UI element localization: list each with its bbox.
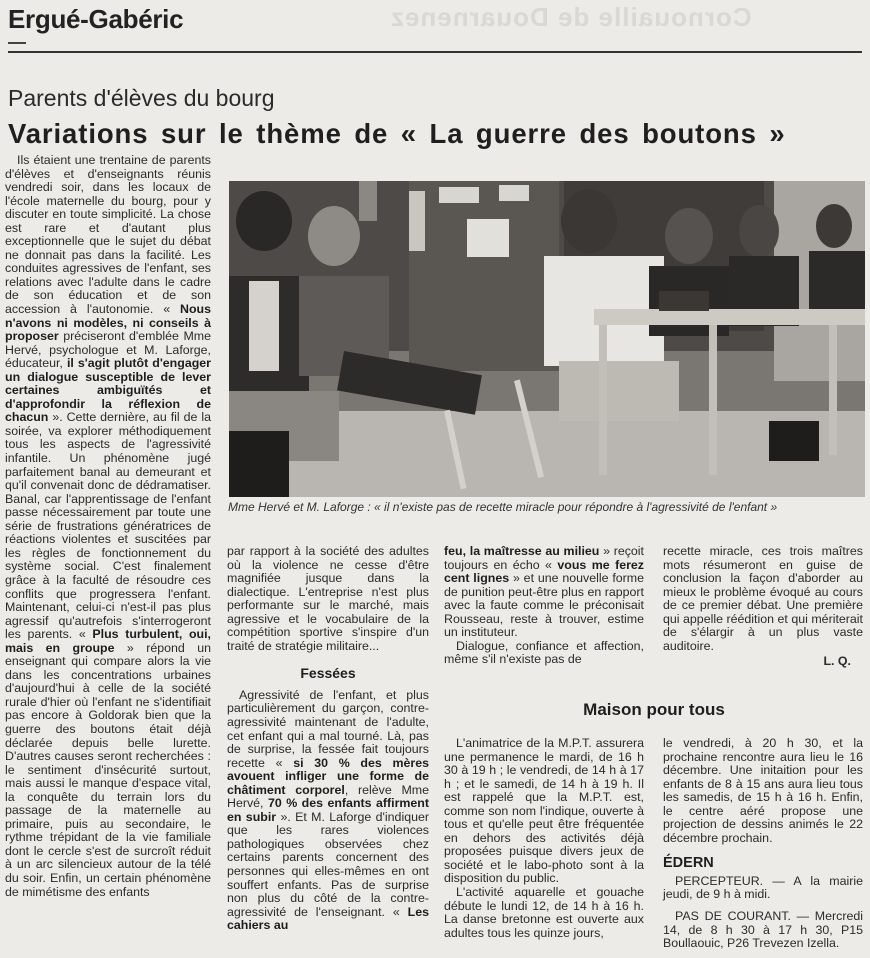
mpt-column-1 [444, 737, 644, 940]
article-paragraph: feu, la maîtresse au milieu » reçoit toujours en écho « vous me ferez cent lignes » et une nouvelle forme de punition peut-être plus en rapport avec la faute comme le préconisait Rousseau, reste à trouver, estime un instituteur. [444, 544, 645, 640]
article-column-2 [227, 545, 429, 933]
article-photo [229, 181, 865, 497]
photo-caption: Mme Hervé et M. Laforge : « il n'existe pas de recette miracle pour répondre à l'agressivité de l'enfant » [228, 500, 778, 514]
mpt-paragraph: L'animatrice de la M.P.T. assurera une permanence le mardi, de 16 h 30 à 19 h ; le vendredi, de 14 h à 17 h ; et le samedi, de 14 h à 19 h. Il est rappelé que la M.P.T. est, comme son nom l'indique, ouverte à tous et qu'elle peut être fréquentée en dehors des activités déjà proposées puisque divers jeux de société et le labo-photo sont à la disposition du public. [444, 736, 644, 886]
article-subhead: Fessées [300, 665, 356, 682]
article-paragraph: Dialogue, confiance et affection, même s'il n'existe pas de [444, 638, 644, 667]
article-paragraph: Ils étaient une trentaine de parents d'élèves et d'enseignants réunis vendredi soir, dans les locaux de l'école maternelle du bourg, pour y discuter en toute simplicité. La chose est rare et d'autant plus exceptionnelle que le sujet du débat ne donnait pas dans la facilité. Les conduites agressives de l'enfant, ses relations avec l'adulte dans le cadre de son éducation et de son accession à l'autonomie. « Nous n'avons ni modèles, ni conseils à proposer préciseront d'emblée Mme Hervé, psychologue et M. Laforge, éducateur, il s'agit plutôt d'engager un dialogue susceptible de lever certaines ambiguïtés et d'approfondir la réflexion de chacun ». Cette dernière, au fil de la soirée, va explorer méthodiquement tous les aspects de l'agressivité infantile. Un phénomène jugé parfaitement banal au demeurant et qu'il convenait donc de dédramatiser. Banal, car l'apprentissage de l'enfant passe nécessairement par toute une série de frustrations génératrices de réactions violentes et suscitées par les règles de fonctionnement du système social. C'est finalement grâce à la faculté de résoudre ces conflits que progressera l'enfant. Maintenant, celui-ci n'est-il pas plus agressif qu'autrefois s'interrogeront les parents. « Plus turbulent, oui, mais en groupe » répond un enseignant qui compare alors la vie dans les concentrations urbaines d'aujourd'hui à celle de la société rurale d'hier où l'enfant ne s'identifiait pas encore à Goldorak bien que la guerre des boutons était déjà déclarée depuis belle lurette. D'autres causes seront recherchées : le sentiment d'insécurité surtout, mais aussi le manque d'espace vital, la conquête du terrain lors du passage de la maternelle au primaire, puis au secondaire, le rythme trépidant de la vie familiale dont le cercle s'est de surcroît réduit à un arc silencieux autour de la télé du soir. Enfin, un certain phénomène de mimétisme des enfants [5, 153, 211, 899]
article-kicker: Parents d'élèves du bourg [8, 85, 275, 111]
article-paragraph: par rapport à la société des adultes où la violence ne cesse d'être magnifiée jusque dans la dialectique. L'entreprise n'est plus performante sur le marché, mais agressive et le vocabulaire de la compétition sportive s'inspire d'un traité de stratégie militaire... [227, 544, 429, 653]
article-column-3 [444, 545, 644, 667]
mpt-column-2 [663, 737, 863, 951]
ghost-bleed-through-text: Cornouaille de Douarnenez [390, 2, 752, 32]
mpt-paragraph: le vendredi, à 20 h 30, et la prochaine rencontre aura lieu le 16 décembre. Une initaition pour les enfants de 8 à 15 ans aura lieu tous les samedis, de 15 h à 16 h. Enfin, le centre aéré propose une projection de dessins animés le 22 décembre prochain. [663, 736, 863, 845]
mpt-title: Maison pour tous [583, 700, 725, 719]
author-signature: L. Q. [823, 654, 851, 669]
header-rule [8, 51, 862, 53]
photo-illustration [229, 181, 865, 497]
article-paragraph: Agressivité de l'enfant, et plus particulièrement du garçon, contre-agressivité maintenant de l'adulte, cet enfant qui a mal tourné. Là, pas de surprise, la fessée fait toujours recette « si 30 % des mères avouent infliger une forme de châtiment corporel, relève Mme Hervé, 70 % des enfants affirment en subir ». Et M. Laforge d'indiquer que les rares violences pathologiques observées chez certains parents concernent des personnes qui elles-mêmes en ont souffert enfants. Pas de surprise non plus du côté de la contre-agressivité de l'enseignant. « Les cahiers au [227, 687, 429, 933]
section-rubric: Ergué-Gabéric [8, 4, 184, 34]
article-column-1 [5, 154, 211, 899]
edern-title: ÉDERN [663, 855, 714, 872]
article-paragraph: recette miracle, ces trois maîtres mots résumeront en guise de conclusion la façon d'aborder au mieux le problème évoqué au cours de ce premier débat. Une première qui appelle réédition et qui mériterait de s'élargir à un plus vaste auditoire. [663, 544, 863, 653]
article-column-4 [663, 545, 863, 669]
edern-item: PERCEPTEUR. — A la mairie jeudi, de 9 h à midi. [663, 873, 863, 902]
article-headline: Variations sur le thème de « La guerre des boutons » [8, 118, 786, 149]
rubric-accent-mark [8, 42, 26, 44]
edern-item: PAS DE COURANT. — Mercredi 14, de 8 h 30 à 17 h 30, P15 Boullaouic, P26 Trevezen Izella. [663, 909, 863, 951]
mpt-paragraph: L'activité aquarelle et gouache débute le lundi 12, de 14 h à 16 h. La danse bretonne est ouverte aux adultes tous les quinze jours, [444, 885, 644, 940]
